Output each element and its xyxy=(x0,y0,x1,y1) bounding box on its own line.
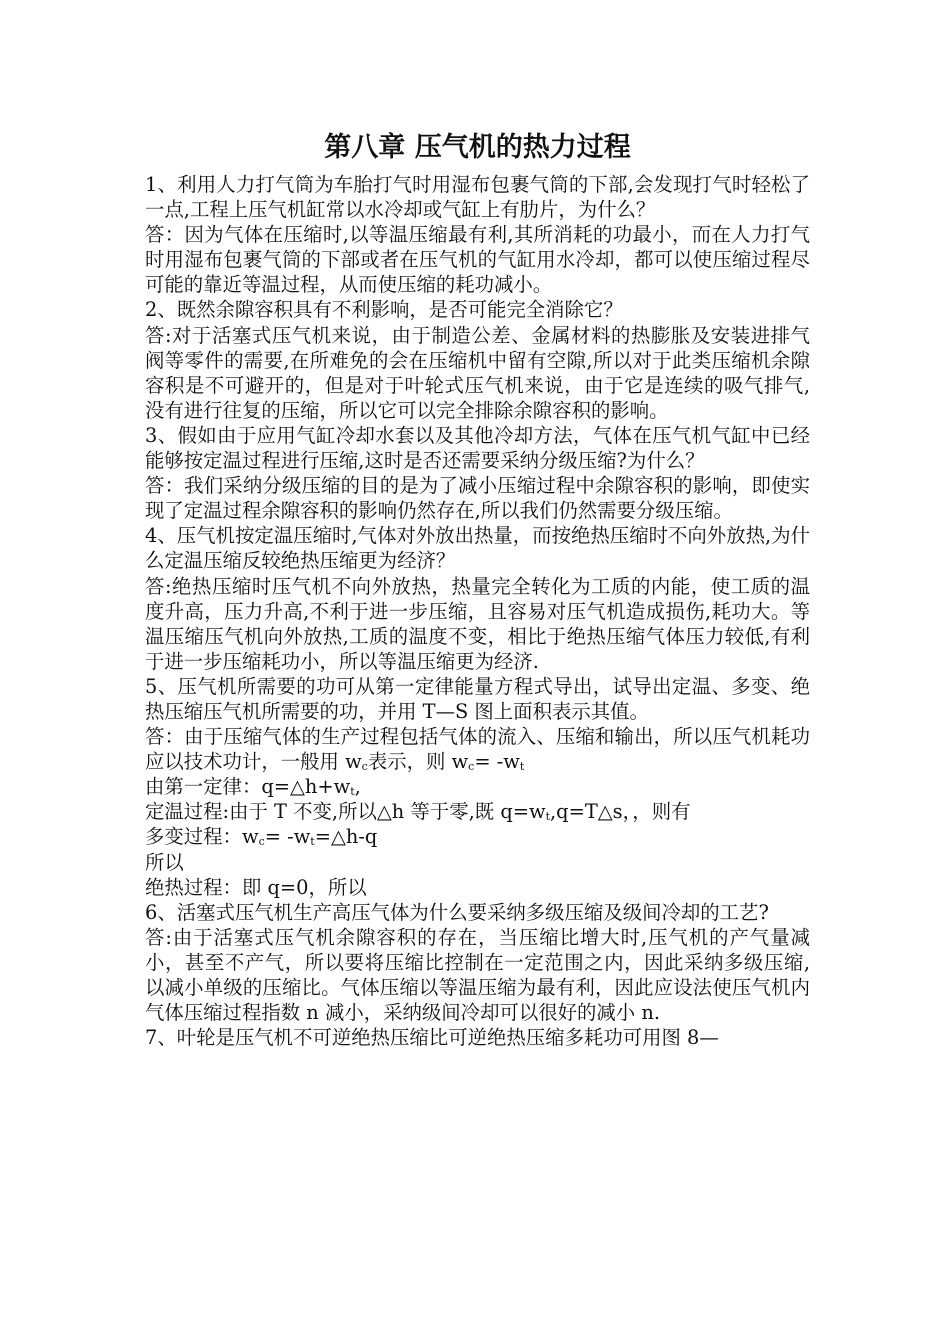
answer-6: 答:由于活塞式压气机余隙容积的存在，当压缩比增大时,压气机的产气量减小，甚至不产气，所以要将压缩比控制在一定范围之内，因此采纳多级压缩,以减小单级的压缩比。气体压缩以等温压缩为最有利，因此应设法使压气机内气体压缩过程指数 n 减小，采纳级间冷却可以很好的减小 n. xyxy=(145,925,810,1025)
question-6: 6、活塞式压气机生产高压气体为什么要采纳多级压缩及级间冷却的工艺? xyxy=(145,900,769,924)
answer-5-polytropic: 多变过程：$w_c=$ $-w_t=\triangle h-q$ xyxy=(145,825,378,849)
document-body xyxy=(145,172,810,1050)
answer-2: 答:对于活塞式压气机来说，由于制造公差、金属材料的热膨胀及安装进排气阀等零件的需要,在所难免的会在压缩机中留有空隙,所以对于此类压缩机余隙容积是不可避开的，但是对于叶轮式压气机来说，由于它是连续的吸气排气,没有进行往复的压缩，所以它可以完全排除余隙容积的影响。 xyxy=(145,323,810,422)
question-5: 5、压气机所需要的功可从第一定律能量方程式导出，试导出定温、多变、绝热压缩压气机所需要的功，并用 T—S 图上面积表示其值。 xyxy=(145,674,810,723)
question-1: 1、利用人力打气筒为车胎打气时用湿布包裹气筒的下部,会发现打气时轻松了一点,工程上压气机缸常以水冷却或气缸上有肋片，为什么？ xyxy=(145,173,810,222)
answer-5-intro: 答：由于压缩气体的生产过程包括气体的流入、压缩和输出，所以压气机耗功应以技术功计，一般用 $w_c$表示，则 $w_c= -w_t$ xyxy=(145,725,810,774)
page-title: 第八章 压气机的热力过程 xyxy=(324,132,631,163)
question-4: 4、压气机按定温压缩时,气体对外放出热量，而按绝热压缩时不向外放热,为什么定温压缩反较绝热压缩更为经济？ xyxy=(145,524,810,573)
answer-4: 答:绝热压缩时压气机不向外放热，热量完全转化为工质的内能，使工质的温度升高，压力升高,不利于进一步压缩，且容易对压气机造成损伤,耗功大。等温压缩压气机向外放热,工质的温度不变，相比于绝热压缩气体压力较低,有利于进一步压缩耗功小，所以等温压缩更为经济. xyxy=(145,574,810,673)
document-page xyxy=(145,128,810,1050)
question-7: 7、叶轮是压气机不可逆绝热压缩比可逆绝热压缩多耗功可用图 8— xyxy=(145,1026,719,1050)
answer-5-isothermal: 定温过程:由于 T 不变,所以△h 等于零,既 $q=w_t,q=T\triangle s$，，则有 xyxy=(145,800,691,824)
answer-3: 答：我们采纳分级压缩的目的是为了减小压缩过程中余隙容积的影响，即使实现了定温过程余隙容积的影响仍然存在,所以我们仍然需要分级压缩。 xyxy=(145,474,810,523)
answer-5-adiabatic: 绝热过程：即 q=0，所以 xyxy=(145,875,367,899)
answer-5-therefore: 所以 xyxy=(145,850,184,874)
question-2: 2、既然余隙容积具有不利影响，是否可能完全消除它？ xyxy=(145,298,623,322)
answer-5-first-law: 由第一定律：$q=\triangle h+w_t$, xyxy=(145,775,361,799)
question-3: 3、假如由于应用气缸冷却水套以及其他冷却方法，气体在压气机气缸中已经能够按定温过程进行压缩,这时是否还需要采纳分级压缩?为什么？ xyxy=(145,423,810,473)
answer-1: 答：因为气体在压缩时,以等温压缩最有利,其所消耗的功最小，而在人力打气时用湿布包裹气筒的下部或者在压气机的气缸用水冷却，都可以使压缩过程尽可能的靠近等温过程，从而使压缩的耗功减小。 xyxy=(145,223,810,297)
